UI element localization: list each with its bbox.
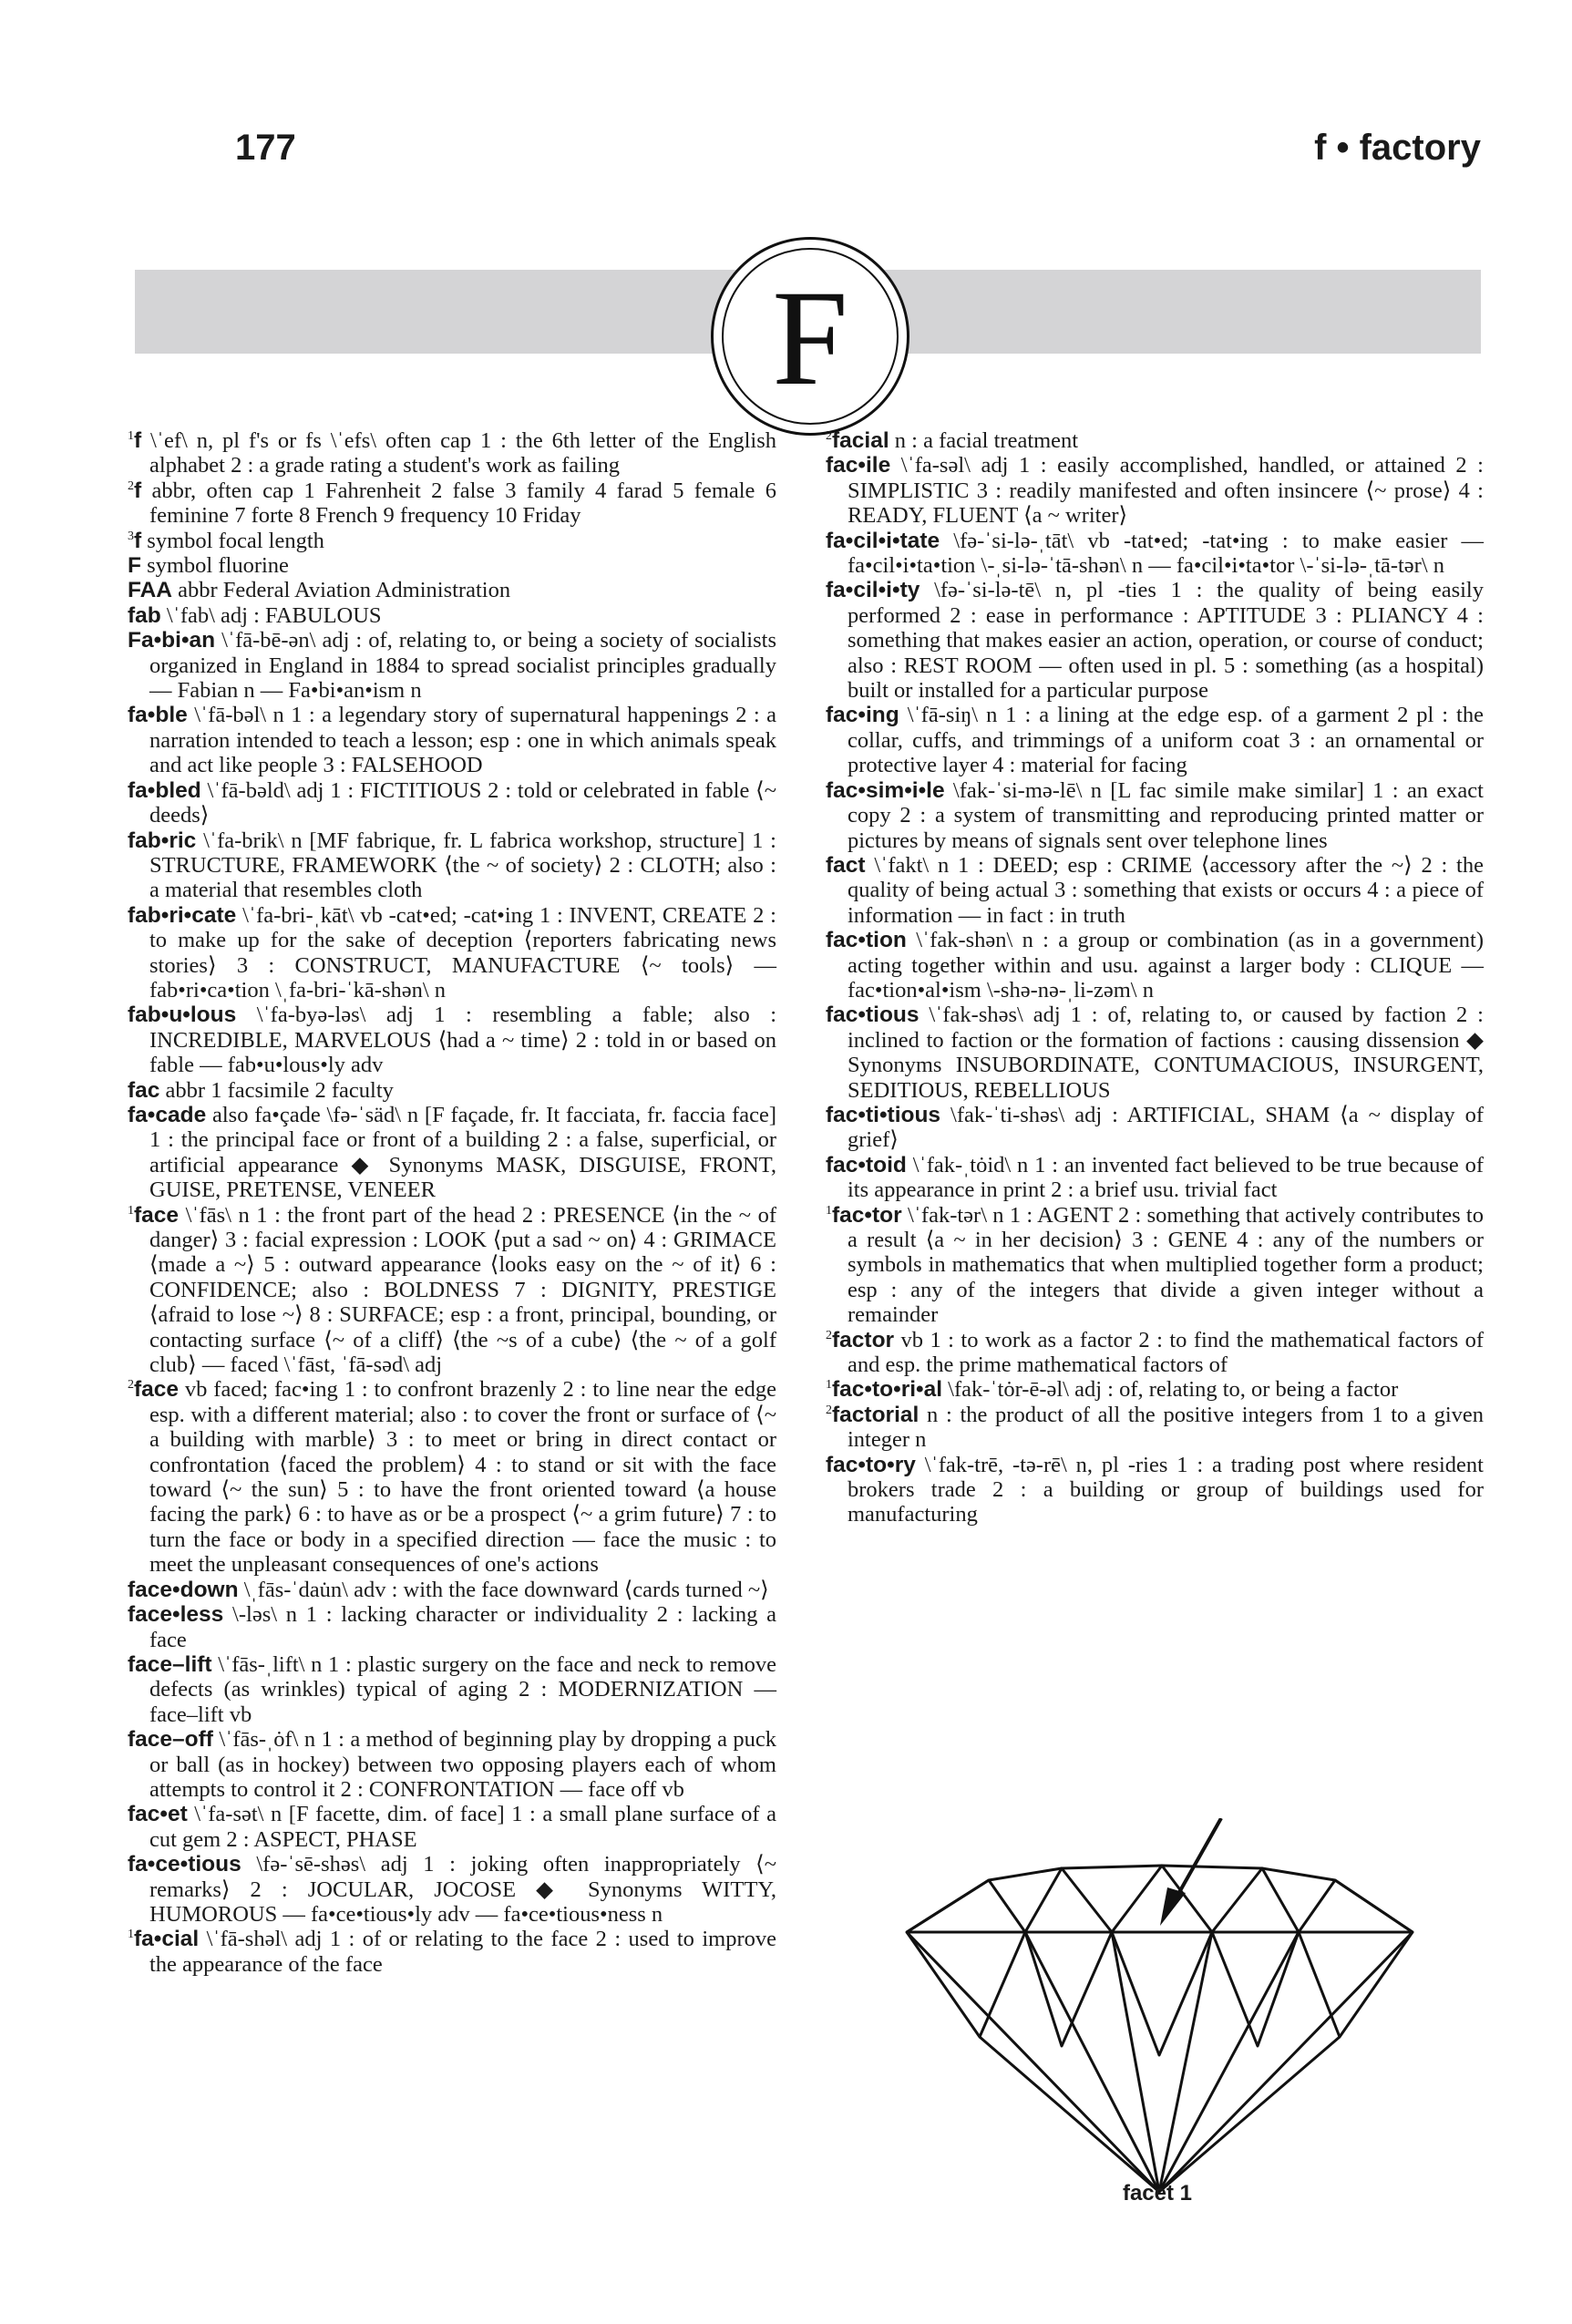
dictionary-entry — [826, 1203, 1484, 1328]
dictionary-entry — [128, 1727, 776, 1802]
entry-definition: \ˈfak-trē, -tə-rē\ n, pl -ries 1 : a trading post where resident brokers trade 2 : a building or group of buildings used for manufacturing — [848, 1452, 1484, 1527]
headword: f — [134, 428, 142, 453]
entry-definition: \ˈfak-shəs\ adj 1 : of, relating to, or caused by faction 2 : inclined to faction or the formation of factions : causing dissension ◆ Synonyms INSUBORDINATE, CONTUMACIOUS, INSURGENT, SEDITIOUS, REBELLIOUS — [848, 1003, 1484, 1103]
entry-definition: \ˈfā-bəld\ adj 1 : FICTITIOUS 2 : told or celebrated in fable ⟨~ deeds⟩ — [149, 777, 776, 828]
dictionary-entry — [128, 1003, 776, 1077]
headword: factorial — [832, 1402, 920, 1427]
entry-definition: \ˈfā-siŋ\ n 1 : a lining at the edge esp. of a garment 2 pl : the collar, cuffs, and trimmings of a uniform coat 3 : an ornamental or protective layer 4 : material for facing — [848, 703, 1484, 778]
headword: fa•ce•tious — [128, 1852, 241, 1877]
headword: face–off — [128, 1727, 213, 1753]
headword: fab — [128, 602, 161, 628]
headword: fact — [826, 852, 866, 878]
homograph-number: 1 — [128, 1203, 134, 1218]
entry-definition: vb faced; fac•ing 1 : to confront brazenly 2 : to line near the edge esp. with a different material; also : to cover the front or surface of ⟨~ a building with marble⟩ 3 : to meet or bring in direct contact or confrontation ⟨faced the problem⟩ 4 : to stand or sit with the face toward ⟨~ the sun⟩ 5 : to have the front oriented toward ⟨a house facing the park⟩ 6 : to have as or be a prospect ⟨~ a grim future⟩ 7 : to turn the face or body in a specified direction — face the music : to meet the unpleasant consequences of one's actions — [149, 1377, 776, 1578]
headword: factor — [832, 1327, 895, 1352]
entry-definition: abbr, often cap 1 Fahrenheit 2 false 3 family 4 farad 5 female 6 feminine 7 forte 8 French 9 frequency 10 Friday — [141, 478, 776, 529]
entry-definition: \ˈfab\ adj : FABULOUS — [160, 602, 382, 628]
dictionary-entry — [826, 703, 1484, 777]
headword: fa•cial — [134, 1927, 200, 1952]
entry-definition: \fə-ˈsi-lə-tē\ n, pl -ties 1 : the quality of being easily performed 2 : ease in performance : APTITUDE 3 : PLIANCY 4 : something that makes easier an action, operation, or course of conduct; also : REST ROOM — often used in pl. 5 : something (as a hospital) built or installed for a particular purpose — [848, 578, 1484, 704]
entry-definition: \ˈfās-ˌlift\ n 1 : plastic surgery on the face and neck to remove defects (as wrinkles) typical of aging 2 : MODERNIZATION — face–lift vb — [149, 1651, 776, 1727]
entry-definition: \-ləs\ n 1 : lacking character or individuality 2 : lacking a face — [149, 1602, 776, 1652]
entry-definition: \ˈfa-byə-ləs\ adj 1 : resembling a fable; also : INCREDIBLE, MARVELOUS ⟨had a ~ time⟩ 2 : told in or based on fable — fab•u•lous•ly adv — [149, 1003, 776, 1078]
headword: fac•ti•tious — [826, 1102, 941, 1127]
homograph-number: 2 — [826, 1403, 832, 1417]
dictionary-entry — [826, 928, 1484, 1003]
entry-definition: also fa•çade \fə-ˈsäd\ n [F façade, fr. It facciata, fr. faccia face] 1 : the principal face or front of a building 2 : a false, superficial, or artificial appearance ◆ Synonyms MASK, DISGUISE, FRONT, GUISE, PRETENSE, VENEER — [149, 1102, 776, 1203]
dictionary-entry — [128, 1852, 776, 1927]
entry-definition: \ˈfā-bəl\ n 1 : a legendary story of supernatural happenings 2 : a narration intended to teach a lesson; esp : one in which animals speak and act like people 3 : FALSEHOOD — [149, 703, 776, 778]
entry-definition: symbol fluorine — [140, 553, 289, 579]
entry-definition: \ˈfak-shən\ n : a group or combination (as in a government) acting together within and usu. against a larger body : CLIQUE — fac•tion•al•ism \-shə-nə-ˌli-zəm\ n — [848, 928, 1484, 1003]
dictionary-entry — [128, 1652, 776, 1727]
headword: f — [134, 528, 142, 553]
dictionary-entry — [826, 529, 1484, 579]
entry-definition: \fə-ˈsi-lə-ˌtāt\ vb -tat•ed; -tat•ing : to make easier — fa•cil•i•ta•tion \-ˌsi-lə-ˈtā-shən\ n — fa•cil•i•ta•tor \-ˈsi-lə-ˌtā-tər\ n — [848, 528, 1484, 579]
dictionary-entry — [128, 1377, 776, 1577]
headword: fac•et — [128, 1802, 188, 1827]
entry-definition: \ˈfak-ˌtȯid\ n 1 : an invented fact believed to be true because of its appearance in print 2 : a brief usu. trivial fact — [848, 1152, 1484, 1203]
dictionary-entry — [826, 1377, 1484, 1402]
headword: fac•tor — [832, 1202, 902, 1228]
homograph-number: 1 — [128, 1928, 134, 1942]
headword: fab•ric — [128, 828, 197, 853]
entry-definition: \fə-ˈsē-shəs\ adj 1 : joking often inappropriately ⟨~ remarks⟩ 2 : JOCULAR, JOCOSE ◆ Synonyms WITTY, HUMOROUS — fa•ce•tious•ly adv — fa•ce•tious•ness n — [149, 1852, 776, 1927]
dictionary-entry — [826, 1453, 1484, 1527]
headword: fa•ble — [128, 703, 188, 728]
entry-definition: \ˈfa-sət\ n [F facette, dim. of face] 1 : a small plane surface of a cut gem 2 : ASPECT, PHASE — [149, 1802, 776, 1852]
entry-definition: abbr Federal Aviation Administration — [172, 578, 511, 603]
dictionary-entry — [128, 553, 776, 578]
entry-definition: n : the product of all the positive integers from 1 to a given integer n — [848, 1402, 1484, 1453]
entry-definition: \ˈfa-bri-ˌkāt\ vb -cat•ed; -cat•ing 1 : INVENT, CREATE 2 : to make up for the sake of deception ⟨reporters fabricating news stories⟩ 3 : CONSTRUCT, MANUFACTURE ⟨~ tools⟩ — fab•ri•ca•tion \ˌfa-bri-ˈkā-shən\ n — [149, 902, 776, 1003]
homograph-number: 1 — [826, 1378, 832, 1393]
entry-definition: abbr 1 facsimile 2 faculty — [159, 1077, 394, 1103]
dictionary-entry — [826, 1153, 1484, 1203]
dictionary-entry — [826, 578, 1484, 703]
dictionary-entry — [826, 1403, 1484, 1453]
dictionary-entry — [128, 428, 776, 478]
homograph-number: 2 — [826, 428, 832, 443]
homograph-number: 3 — [128, 529, 134, 543]
right-entries-column — [826, 428, 1484, 1527]
dictionary-entry — [128, 703, 776, 777]
entry-definition: \fak-ˈti-shəs\ adj : ARTIFICIAL, SHAM ⟨a ~ display of grief⟩ — [848, 1102, 1484, 1153]
headword: Fa•bi•an — [128, 628, 216, 653]
entry-definition: \ˈfās-ˌȯf\ n 1 : a method of beginning play by dropping a puck or ball (as in hockey) between two opposing players each of whom attempts to control it 2 : CONFRONTATION — face off vb — [149, 1727, 776, 1802]
dictionary-entry — [128, 628, 776, 703]
dictionary-entry — [128, 578, 776, 602]
headword: face•less — [128, 1602, 224, 1628]
dictionary-entry — [128, 478, 776, 529]
homograph-number: 2 — [826, 1328, 832, 1342]
entry-definition: \fak-ˈsi-mə-lē\ n [L fac simile make similar] 1 : an exact copy 2 : a system of transmitting and reproducing printed matter or pictures by means of signals sent over telephone lines — [848, 777, 1484, 853]
entry-definition: \ˈfa-səl\ adj 1 : easily accomplished, handled, or attained 2 : SIMPLISTIC 3 : readily manifested and often insincere ⟨~ prose⟩ 4 : READY, FLUENT ⟨a ~ writer⟩ — [848, 453, 1484, 529]
homograph-number: 2 — [128, 478, 134, 493]
headword: fa•bled — [128, 777, 201, 803]
headword: f — [134, 478, 142, 503]
dictionary-entry — [128, 1802, 776, 1852]
headword: fa•cil•i•tate — [826, 528, 940, 553]
dictionary-entry — [128, 903, 776, 1003]
headword: face — [134, 1202, 180, 1228]
homograph-number: 1 — [826, 1203, 832, 1218]
dictionary-entry — [826, 853, 1484, 928]
dictionary-entry — [128, 1927, 776, 1977]
headword: fac•tion — [826, 928, 907, 953]
headword: fac•toid — [826, 1152, 907, 1177]
headword: fab•ri•cate — [128, 902, 237, 928]
dictionary-entry — [826, 453, 1484, 528]
entry-definition: \ˈfā-shəl\ adj 1 : of or relating to the face 2 : used to improve the appearance of the face — [149, 1927, 776, 1977]
headword: fac•tious — [826, 1003, 920, 1028]
dictionary-entry — [128, 1578, 776, 1602]
headword: fac•sim•i•le — [826, 777, 945, 803]
dictionary-entry — [128, 1103, 776, 1203]
entry-definition: \ˌfās-ˈdau̇n\ adv : with the face downward ⟨cards turned ~⟩ — [238, 1577, 769, 1602]
headword: face•down — [128, 1577, 239, 1602]
dictionary-entry — [826, 1328, 1484, 1378]
dictionary-entry — [128, 529, 776, 553]
entry-definition: \ˈfā-bē-ən\ adj : of, relating to, or being a society of socialists organized in England in 1884 to spread socialist principles gradually — Fabian n — Fa•bi•an•ism n — [149, 628, 776, 704]
headword: face–lift — [128, 1651, 212, 1677]
headword: fa•cade — [128, 1102, 207, 1127]
headword: fac•ing — [826, 703, 899, 728]
headword: fac — [128, 1077, 160, 1103]
section-letter: F — [722, 248, 899, 425]
headword: fab•u•lous — [128, 1003, 237, 1028]
headword: fac•ile — [826, 453, 891, 478]
headword: fa•cil•i•ty — [826, 578, 920, 603]
entry-definition: \ˈef\ n, pl f's or fs \ˈefs\ often cap 1 : the 6th letter of the English alphabet 2 : a grade rating a student's work as failing — [141, 428, 776, 478]
headword: F — [128, 553, 141, 579]
entry-definition: n : a facial treatment — [889, 428, 1079, 453]
entry-definition: vb 1 : to work as a factor 2 : to find the mathematical factors of and esp. the prime mathematical factors of — [848, 1327, 1484, 1378]
section-letter-badge — [711, 237, 909, 436]
entry-definition: symbol focal length — [141, 528, 324, 553]
guide-words: f • factory — [1314, 128, 1481, 168]
dictionary-entry — [128, 1078, 776, 1103]
dictionary-entry — [128, 1203, 776, 1378]
dictionary-entry — [826, 1003, 1484, 1103]
dictionary-entry — [826, 778, 1484, 853]
page-number: 177 — [235, 128, 296, 168]
left-entries-column — [128, 428, 776, 1977]
dictionary-entry — [128, 828, 776, 903]
dictionary-entry — [826, 1103, 1484, 1153]
homograph-number: 2 — [128, 1378, 134, 1393]
dictionary-entry — [128, 1602, 776, 1652]
entry-definition: \fak-ˈtȯr-ē-əl\ adj : of, relating to, or being a factor — [942, 1377, 1399, 1403]
entry-definition: \ˈfa-brik\ n [MF fabrique, fr. L fabrica workshop, structure] 1 : STRUCTURE, FRAMEWORK ⟨the ~ of society⟩ 2 : CLOTH; also : a material that resembles cloth — [149, 828, 776, 903]
figure-caption: facet 1 — [1122, 2181, 1193, 2206]
homograph-number: 1 — [128, 428, 134, 443]
headword: fac•to•ri•al — [832, 1377, 943, 1403]
dictionary-entry — [826, 428, 1484, 453]
entry-definition: \ˈfakt\ n 1 : DEED; esp : CRIME ⟨accessory after the ~⟩ 2 : the quality of being actual 3 : something that exists or occurs 4 : a piece of information — in fact : in truth — [848, 852, 1484, 928]
headword: fac•to•ry — [826, 1452, 916, 1477]
faceted-diamond-illustration — [879, 1818, 1435, 2201]
dictionary-entry — [128, 778, 776, 828]
headword: FAA — [128, 578, 172, 603]
dictionary-entry — [128, 603, 776, 628]
headword: face — [134, 1377, 180, 1403]
entry-definition: \ˈfās\ n 1 : the front part of the head 2 : PRESENCE ⟨in the ~ of danger⟩ 3 : facial expression : LOOK ⟨put a sad ~ on⟩ 4 : GRIMACE ⟨made a ~⟩ 5 : outward appearance ⟨looks easy on the ~ of it⟩ 6 : CONFIDENCE; also : BOLDNESS 7 : DIGNITY, PRESTIGE ⟨afraid to lose ~⟩ 8 : SURFACE; esp : a front, principal, bounding, or contacting surface ⟨~ of a cliff⟩ ⟨the ~s of a cube⟩ ⟨the ~ of a golf club⟩ — faced \ˈfāst, ˈfā-səd\ adj — [149, 1202, 776, 1378]
entry-definition: \ˈfak-tər\ n 1 : AGENT 2 : something that actively contributes to a result ⟨a ~ in her decision⟩ 3 : GENE 4 : any of the numbers or symbols in mathematics that when multiplied together form a product; esp : any of the integers that divide a given integer without a remainder — [848, 1202, 1484, 1328]
headword: facial — [832, 428, 889, 453]
